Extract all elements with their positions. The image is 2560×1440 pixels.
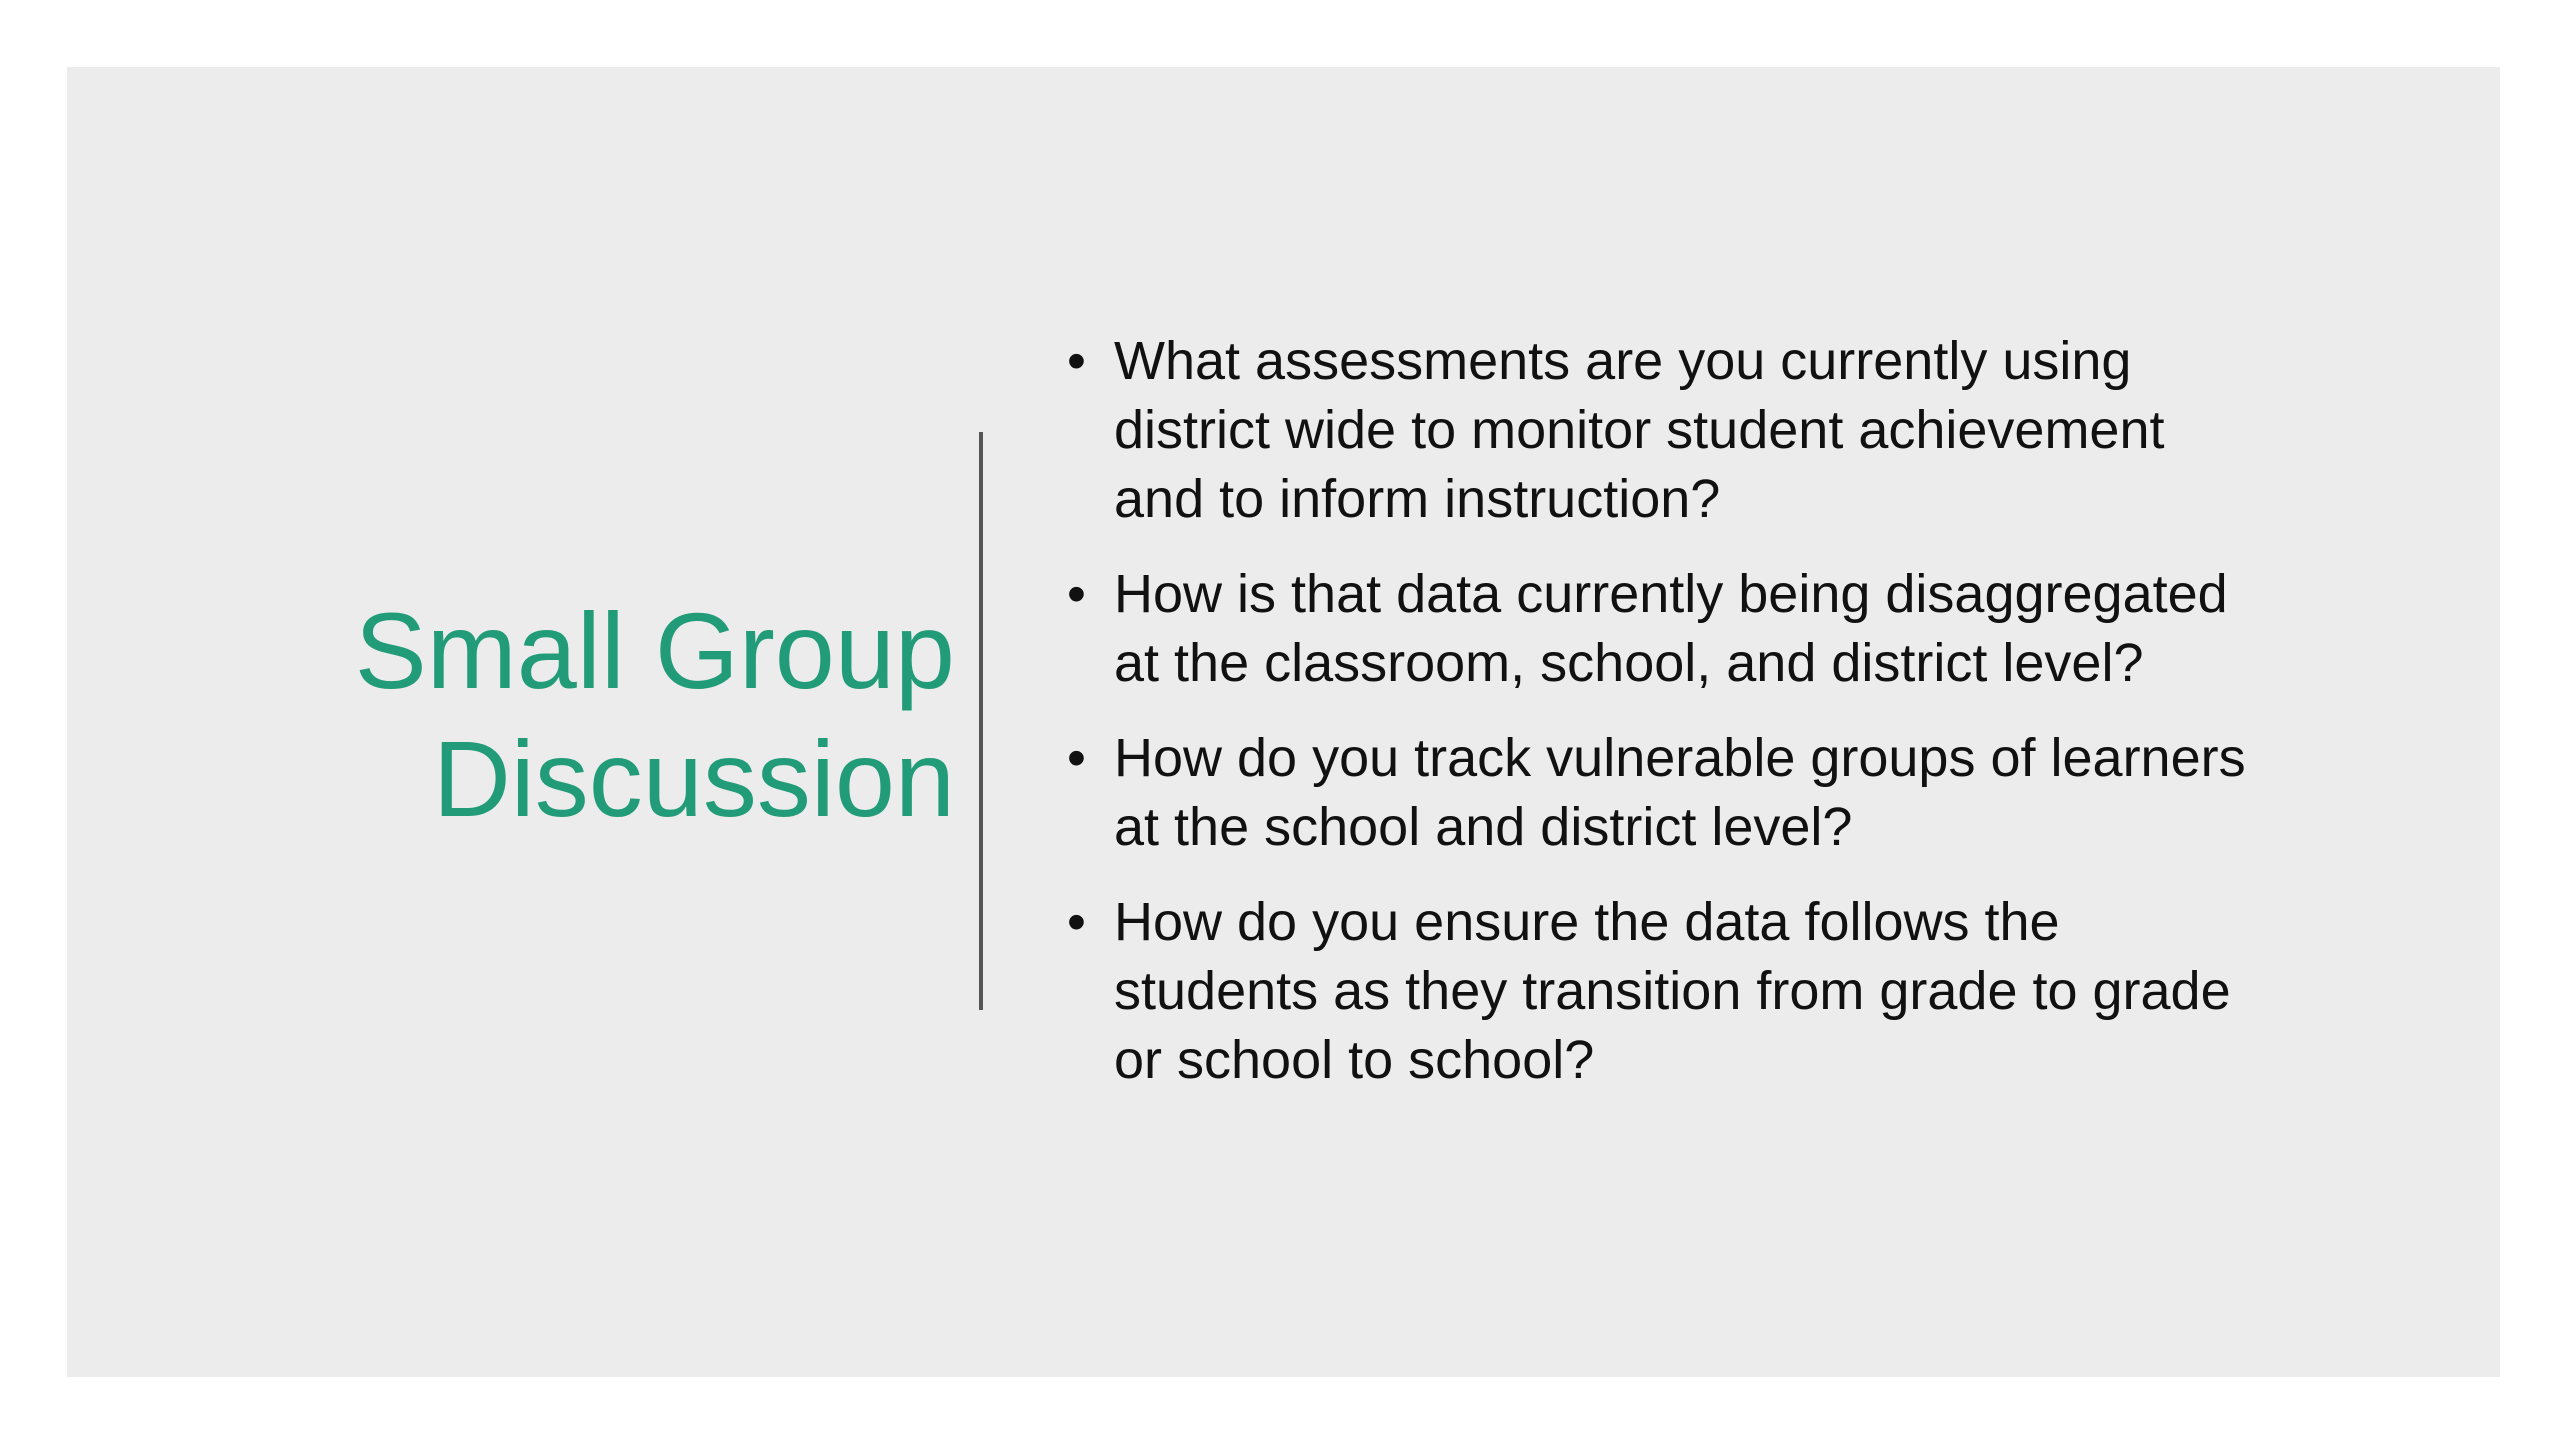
bullet-line: at the school and district level? [1114,797,1853,857]
bullet-item [1067,724,2447,862]
slide [67,67,2500,1377]
bullet-item [1067,327,2447,534]
bullet-list [1067,327,2447,1121]
bullet-line: or school to school? [1114,1030,1595,1090]
bullet-line: and to inform instruction? [1114,469,1721,529]
bullet-dot-icon: • [1067,892,1086,952]
bullet-line: How do you ensure the data follows the [1114,892,2060,952]
slide-title [355,587,955,843]
bullet-dot-icon: • [1067,564,1086,624]
vertical-divider [979,432,983,1010]
bullet-line: What assessments are you currently using [1114,331,2132,391]
bullet-text [1114,724,2447,862]
bullet-line: How do you track vulnerable groups of learners [1114,728,2246,788]
bullet-line: students as they transition from grade to grade [1114,961,2231,1021]
bullet-item [1067,888,2447,1095]
bullet-line: How is that data currently being disaggregated [1114,564,2228,624]
title-line-1: Small Group [354,590,955,711]
bullet-dot-icon: • [1067,331,1086,391]
title-line-2: Discussion [432,718,955,839]
bullet-item [1067,560,2447,698]
bullet-line: district wide to monitor student achievement [1114,400,2165,460]
bullet-text [1114,888,2447,1095]
bullet-text [1114,560,2447,698]
bullet-line: at the classroom, school, and district level? [1114,633,2144,693]
bullet-text [1114,327,2447,534]
bullet-dot-icon: • [1067,728,1086,788]
